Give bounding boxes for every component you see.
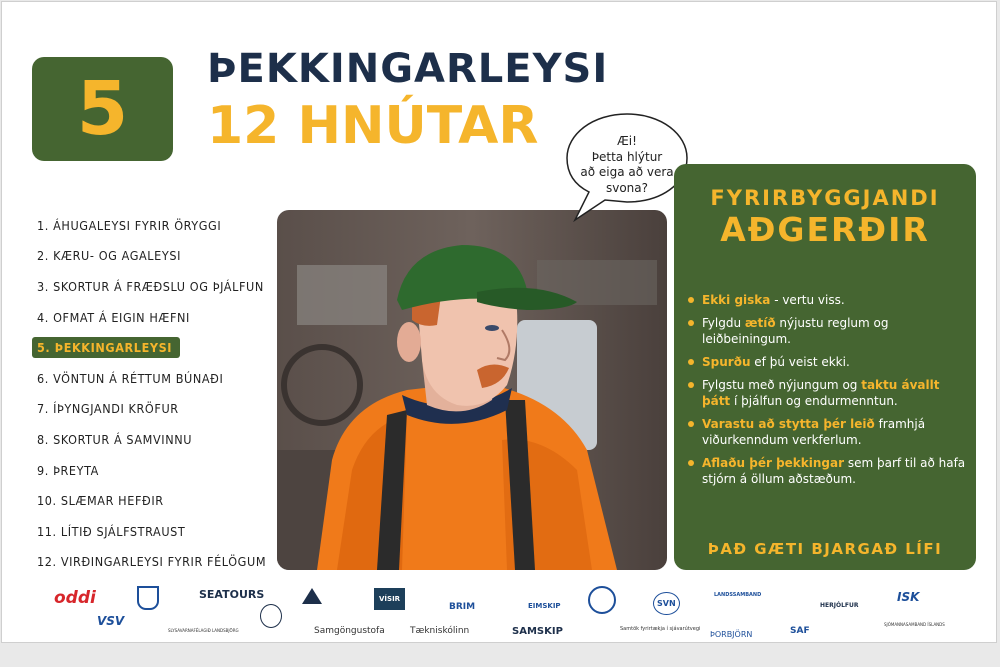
- title-line-2: 12 HNÚTAR: [207, 96, 539, 156]
- number-badge: [32, 57, 173, 161]
- factor-item: 1. ÁHUGALEYSI FYRIR ÖRYGGI: [37, 217, 222, 233]
- logo-svn: SVN: [653, 592, 680, 615]
- logo-oddi: oddi: [54, 588, 96, 608]
- prevention-panel: [674, 164, 976, 570]
- prevention-item: Aflaðu þér þekkingar sem þarf til að hafa stjórn á öllum aðstæðum.: [686, 455, 966, 487]
- logo-samskip: SAMSKIP: [512, 626, 563, 637]
- logo-seatours: SEATOURS: [199, 588, 265, 601]
- logo-thorbjorn: ÞORBJÖRN: [710, 630, 753, 639]
- factor-item: 7. ÍÞYNGJANDI KRÖFUR: [37, 401, 179, 417]
- panel-heading-line-2: AÐGERÐIR: [720, 210, 930, 249]
- logo-visir: VÍSIR: [374, 588, 405, 610]
- logo-samgongustofa: Samgöngustofa: [314, 626, 385, 636]
- factor-item: 9. ÞREYTA: [37, 462, 99, 478]
- logo-brim: BRIM: [449, 602, 476, 612]
- logo-round-crest-icon: [588, 586, 616, 614]
- logo-landssamband: LANDSSAMBAND: [714, 592, 762, 598]
- logo-herjolfur: HERJÓLFUR: [820, 602, 859, 609]
- logo-eimskip: EIMSKIP: [528, 602, 561, 610]
- factor-item-active: 5. ÞEKKINGARLEYSI: [32, 332, 282, 363]
- prevention-item: Varastu að stytta þér leið framhjá viðurkenndum verkferlum.: [686, 416, 966, 448]
- prevention-item: Fylgdu ætíð nýjustu reglum og leiðbeiningum.: [686, 315, 966, 347]
- logo-saf: SAF: [790, 626, 810, 636]
- speech-bubble-text: Æi! Þetta hlýtur að eiga að vera svona?: [580, 134, 674, 195]
- prevention-item: Fylgstu með nýjungum og taktu ávallt þátt í þjálfun og endurmenntun.: [686, 377, 966, 409]
- panel-footer: ÞAÐ GÆTI BJARGAÐ LÍFI: [707, 540, 943, 558]
- factor-item: 11. LÍTIÐ SJÁLFSTRAUST: [37, 523, 186, 539]
- logo-isk: ISK: [897, 590, 920, 604]
- sailor-illustration: [277, 210, 667, 570]
- factor-item: 6. VÖNTUN Á RÉTTUM BÚNAÐI: [37, 370, 224, 386]
- logo-anchor-icon: [260, 604, 282, 628]
- factor-item: 4. OFMAT Á EIGIN HÆFNI: [37, 309, 190, 325]
- panel-heading-line-1: FYRIRBYGGJANDI: [710, 186, 940, 210]
- logo-crest-icon: [137, 586, 159, 610]
- logo-sfs: Samtök fyrirtækja í sjávarútvegi: [620, 626, 701, 632]
- prevention-list: [686, 292, 966, 494]
- prevention-item: Ekki giska - vertu viss.: [686, 292, 966, 308]
- logo-vsv: VSV: [97, 614, 125, 628]
- logo-tækniskolinn: Tækniskólinn: [410, 626, 470, 636]
- title-line-1: ÞEKKINGARLEYSI: [207, 46, 609, 92]
- factor-item: 2. KÆRU- OG AGALEYSI: [37, 248, 182, 264]
- logo-landsbjorg: SLYSAVARNAFÉLAGIÐ LANDSBJÖRG: [168, 628, 239, 633]
- prevention-item: Spurðu ef þú veist ekki.: [686, 354, 966, 370]
- factor-item: 8. SKORTUR Á SAMVINNU: [37, 431, 193, 447]
- logo-triangle-icon: [302, 588, 322, 604]
- poster: [1, 1, 997, 643]
- number-value: 5: [76, 66, 129, 152]
- sponsor-logos: [42, 582, 962, 640]
- factor-list: [32, 210, 282, 577]
- factor-item: 12. VIRÐINGARLEYSI FYRIR FÉLÖGUM: [37, 554, 267, 570]
- factor-item: 10. SLÆMAR HEFÐIR: [37, 493, 164, 509]
- logo-sjomannasamband: SJÓMANNASAMBAND ÍSLANDS: [884, 622, 945, 627]
- factor-item: 3. SKORTUR Á FRÆÐSLU OG ÞJÁLFUN: [37, 278, 264, 294]
